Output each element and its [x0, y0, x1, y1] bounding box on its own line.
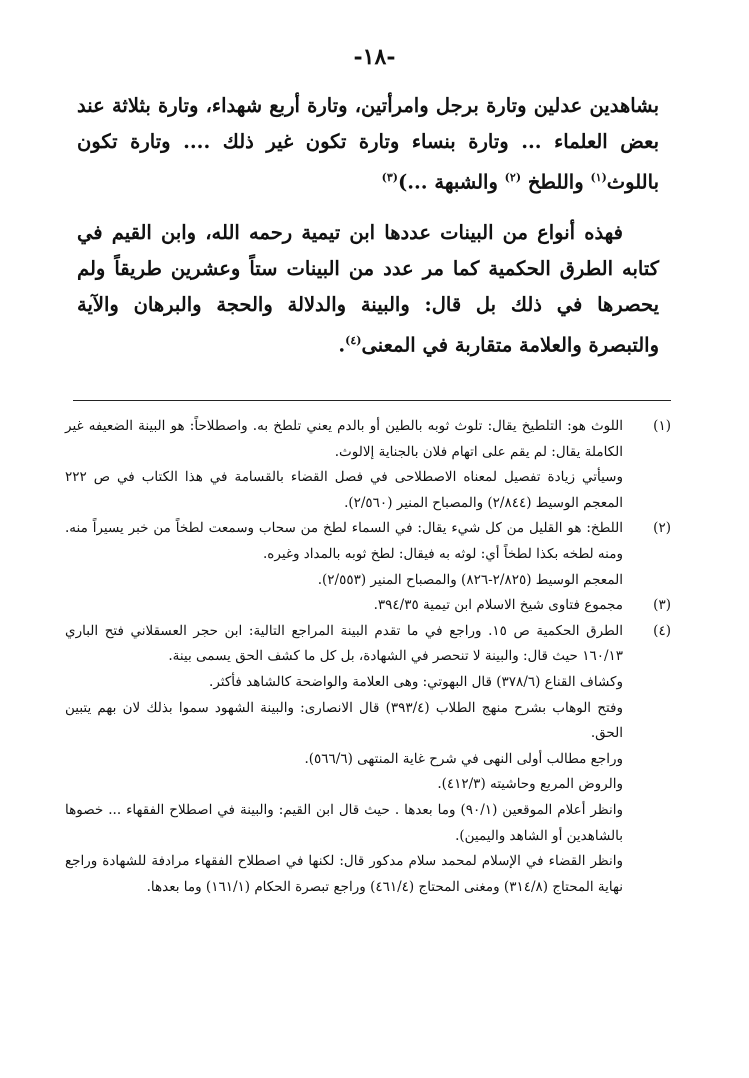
footnote-line: وكشاف القناع (٣٧٨/٦) قال البهوتي: وهى العلامة والواضحة كالشاهد فأكثر. — [209, 673, 623, 690]
footnote-line: وراجع مطالب أولى النهى في شرح غاية المنتهى (٥٦٦/٦). — [304, 750, 623, 767]
footnote-body — [65, 619, 623, 901]
footnote — [65, 516, 671, 593]
paragraph-1-text-c: والشبهة ...) — [398, 170, 505, 194]
paragraph-2-text: فهذه أنواع من البينات عددها ابن تيمية رحمه الله، وابن القيم في كتابه الطرق الحكمية كما مر عدد من البينات ستاً وعشرين طريقاً ولم يحصرها في ذلك بل قال: والبينة والدلالة والحجة والبرهان والآية والتبصرة والعلامة متقاربة في المعنى — [77, 220, 659, 356]
footnote-body — [65, 414, 623, 516]
footnote-ref-2[interactable]: (٢) — [504, 171, 522, 184]
footnote-line: وانظر أعلام الموقعين (٩٠/١) وما بعدها . حيث قال ابن القيم: والبينة في اصطلاح الفقهاء ... خصوها بالشاهدين أو الشاهد واليمين). — [65, 801, 623, 844]
footnote-line: الطرق الحكمية ص ١٥. وراجع في ما تقدم البينة المراجع التالية: ابن حجر العسقلاني فتح الباري ١٦٠/١٣ حيث قال: والبينة لا تنحصر في الشهادة، بل كل ما كشف الحق يسمى بينة. — [65, 622, 623, 665]
footnote-line: وانظر القضاء في الإسلام لمحمد سلام مدكور قال: لكنها في اصطلاح الفقهاء مرادفة للشهادة وراجع نهاية المحتاج (٣١٤/٨) ومغنى المحتاج (٤٦١/٤) وراجع تبصرة الحكام (١٦١/١) وما بعدها. — [65, 853, 623, 895]
footnote-number: (٤) — [653, 622, 671, 639]
paragraph-2 — [77, 215, 659, 364]
footnote-ref-1[interactable]: (١) — [590, 171, 607, 184]
footnote-line: المعجم الوسيط (٢/٨٢٥-٨٢٦) والمصباح المنير (٢/٥٥٣). — [317, 571, 623, 588]
footnote — [65, 619, 671, 901]
footnote-line: وسيأتي زيادة تفصيل لمعناه الاصطلاحى في فصل القضاء بالقسامة في هذا الكتاب في ص ٢٢٢ المعجم الوسيط (٢/٨٤٤) والمصباح المنير (٢/٥٦٠). — [65, 469, 623, 511]
footnote-body — [65, 516, 623, 593]
footnotes — [65, 414, 671, 900]
paragraph-2-end: . — [338, 333, 346, 356]
footnote-ref-3[interactable]: (٣) — [381, 171, 398, 184]
footnote-line: اللطخ: هو القليل من كل شيء يقال: في السماء لطخ من سحاب وسمعت لطخاً من خبر يسيراً منه. ومنه لطخه بكذا لطخاً أي: لوثه به فيقال: لطخ ثوبه بالمداد وغيره. — [65, 520, 623, 562]
footnote-line: وفتح الوهاب بشرح منهج الطلاب (٣٩٣/٤) قال الانصارى: والبينة الشهود سموا بذلك لان بهم يتبين الحق. — [65, 699, 623, 742]
footnote-line: مجموع فتاوى شيخ الاسلام ابن تيمية ٣٩٤/٣٥. — [373, 597, 623, 614]
footnote-line: اللوث هو: التلطيخ يقال: تلوث ثوبه بالطين أو بالدم يعني تلطخ به. واصطلاحاً: هو البينة الضعيفه غير الكاملة يقال: لم يقم على اتهام فلان بالجناية إلالوث. — [65, 418, 623, 460]
footnote — [65, 593, 671, 619]
footnote-number: (١) — [653, 418, 671, 434]
paragraph-1-text-b: واللطخ — [527, 170, 591, 194]
footnote-separator — [73, 400, 671, 401]
footnote — [65, 414, 671, 516]
footnote-line: والروض المربع وحاشيته (٤١٢/٣). — [437, 776, 623, 793]
footnote-number: (٣) — [653, 597, 671, 614]
footnote-body — [65, 593, 623, 619]
footnote-number: (٢) — [653, 520, 671, 537]
paragraph-1-text-a: بشاهدين عدلين وتارة برجل وامرأتين، وتارة أربع شهداء، وتارة بثلاثة عند بعض العلماء ... وتارة بنساء وتارة تكون غير ذلك .... وتارة تكون باللوث — [77, 94, 659, 194]
page-number: -١٨- — [353, 44, 396, 70]
paragraph-1 — [77, 88, 659, 201]
main-text — [77, 88, 659, 363]
footnote-ref-4[interactable]: (٤) — [345, 333, 362, 347]
